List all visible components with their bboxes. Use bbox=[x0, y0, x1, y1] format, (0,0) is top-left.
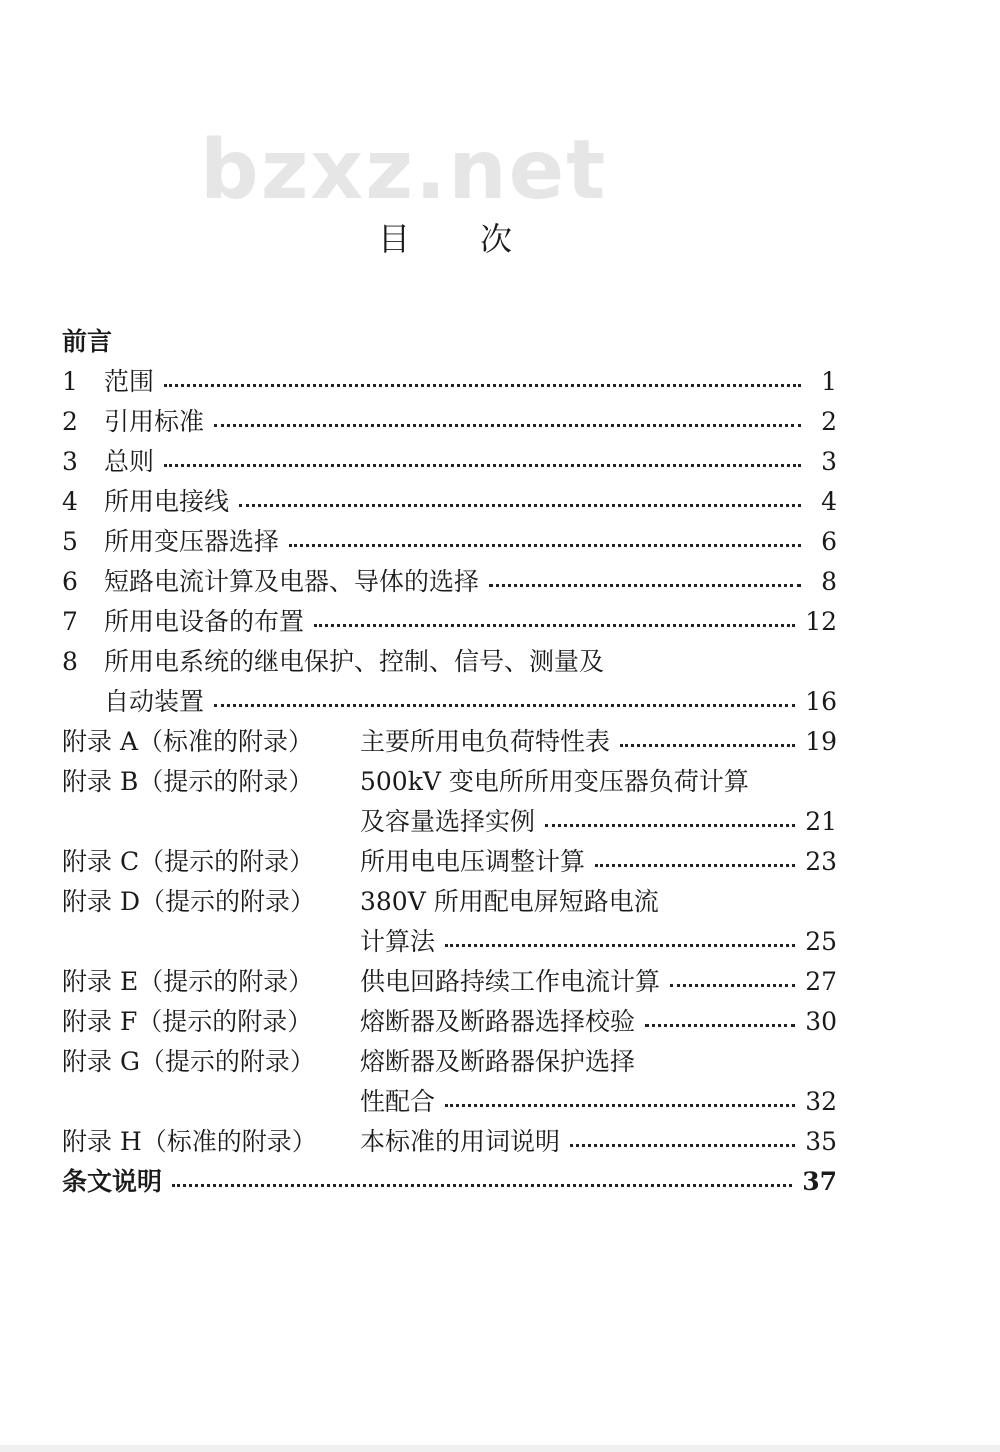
toc-appendix-entry[interactable] bbox=[62, 722, 837, 762]
dot-leader bbox=[289, 544, 801, 547]
dot-leader bbox=[645, 1024, 795, 1027]
toc-entry-label: 前言 bbox=[62, 327, 113, 356]
toc-entry-label: 引用标准 bbox=[104, 407, 205, 436]
page-title: 目次 bbox=[377, 220, 582, 258]
toc-entry-label: 本标准的用词说明 bbox=[360, 1127, 561, 1156]
toc-entry-page: 27 bbox=[805, 967, 837, 996]
toc-appendix-entry[interactable] bbox=[62, 1042, 837, 1082]
toc-entry-continuation[interactable] bbox=[62, 1082, 837, 1122]
toc-entry[interactable] bbox=[62, 442, 837, 482]
toc-entry-page: 37 bbox=[802, 1167, 837, 1196]
dot-leader bbox=[164, 464, 801, 467]
toc-appendix-entry[interactable] bbox=[62, 1122, 837, 1162]
dot-leader bbox=[670, 984, 795, 987]
toc-entry-number: 3 bbox=[62, 447, 78, 476]
toc-entry-label: 计算法 bbox=[360, 927, 436, 956]
toc-entry-label: 范围 bbox=[104, 367, 155, 396]
dot-leader bbox=[314, 624, 795, 627]
toc-entry-page: 8 bbox=[821, 567, 837, 596]
toc-entry[interactable] bbox=[62, 602, 837, 642]
toc-entry-label: 总则 bbox=[104, 447, 155, 476]
dot-leader bbox=[595, 864, 795, 867]
dot-leader bbox=[172, 1184, 792, 1187]
toc-entry-explanation[interactable] bbox=[62, 1162, 837, 1202]
toc-entry-number: 2 bbox=[62, 407, 78, 436]
dot-leader bbox=[545, 824, 795, 827]
toc-entry-label: 380V 所用配电屏短路电流 bbox=[360, 887, 659, 916]
toc-entry[interactable] bbox=[62, 402, 837, 442]
toc-entry-page: 30 bbox=[805, 1007, 837, 1036]
toc-entry-label: 自动装置 bbox=[104, 687, 205, 716]
toc-entry-label: 所用电系统的继电保护、控制、信号、测量及 bbox=[104, 647, 605, 676]
toc-appendix-entry[interactable] bbox=[62, 1002, 837, 1042]
toc-entry-label: 所用电电压调整计算 bbox=[360, 847, 586, 876]
toc-entry-label: 性配合 bbox=[360, 1087, 436, 1116]
toc-entry-page: 23 bbox=[805, 847, 837, 876]
toc-entry-label: 短路电流计算及电器、导体的选择 bbox=[104, 567, 480, 596]
dot-leader bbox=[445, 944, 795, 947]
toc-entry[interactable] bbox=[62, 642, 837, 682]
dot-leader bbox=[620, 744, 795, 747]
toc-entry-number: 6 bbox=[62, 567, 78, 596]
toc-entry[interactable] bbox=[62, 562, 837, 602]
toc-appendix-entry[interactable] bbox=[62, 762, 837, 802]
dot-leader bbox=[489, 584, 801, 587]
toc-entry-page: 25 bbox=[805, 927, 837, 956]
toc-entry-number: 5 bbox=[62, 527, 78, 556]
toc-entry-number: 8 bbox=[62, 647, 78, 676]
toc-entry-number: 4 bbox=[62, 487, 78, 516]
toc-entry-page: 21 bbox=[805, 807, 837, 836]
toc-entry-number: 1 bbox=[62, 367, 78, 396]
toc-entry-label: 所用电设备的布置 bbox=[104, 607, 305, 636]
appendix-label: 附录 B（提示的附录） bbox=[62, 767, 314, 796]
toc-entry-page: 6 bbox=[821, 527, 837, 556]
toc-appendix-entry[interactable] bbox=[62, 882, 837, 922]
appendix-label: 附录 E（提示的附录） bbox=[62, 967, 314, 996]
toc-entry-page: 16 bbox=[805, 687, 837, 716]
toc-entry-page: 32 bbox=[805, 1087, 837, 1116]
appendix-label: 附录 G（提示的附录） bbox=[62, 1047, 315, 1076]
toc-entry-number: 7 bbox=[62, 607, 78, 636]
dot-leader bbox=[570, 1144, 795, 1147]
appendix-label: 附录 C（提示的附录） bbox=[62, 847, 315, 876]
toc-entry-page: 35 bbox=[805, 1127, 837, 1156]
toc-entry-page: 19 bbox=[805, 727, 837, 756]
dot-leader bbox=[214, 424, 801, 427]
toc-entry-label: 熔断器及断路器选择校验 bbox=[360, 1007, 636, 1036]
toc-entry-page: 1 bbox=[821, 367, 837, 396]
appendix-label: 附录 H（标准的附录） bbox=[62, 1127, 317, 1156]
toc-appendix-entry[interactable] bbox=[62, 842, 837, 882]
toc-entry[interactable] bbox=[62, 362, 837, 402]
toc-entry-label: 供电回路持续工作电流计算 bbox=[360, 967, 661, 996]
toc-entry-label: 所用电接线 bbox=[104, 487, 230, 516]
toc-entry-page: 3 bbox=[821, 447, 837, 476]
toc-appendix-entry[interactable] bbox=[62, 962, 837, 1002]
toc-entry-label: 及容量选择实例 bbox=[360, 807, 536, 836]
toc-entry-label: 主要所用电负荷特性表 bbox=[360, 727, 611, 756]
toc-entry-continuation[interactable] bbox=[62, 922, 837, 962]
toc-entry[interactable] bbox=[62, 482, 837, 522]
dot-leader bbox=[164, 384, 801, 387]
toc-entry-continuation[interactable] bbox=[62, 682, 837, 722]
page-bottom-edge bbox=[0, 1445, 1000, 1452]
toc-entry-preface[interactable] bbox=[62, 322, 837, 362]
toc-entry[interactable] bbox=[62, 522, 837, 562]
toc-entry-label: 500kV 变电所所用变压器负荷计算 bbox=[360, 767, 749, 796]
watermark: bzxz.net bbox=[200, 123, 608, 218]
appendix-label: 附录 D（提示的附录） bbox=[62, 887, 315, 916]
appendix-label: 附录 A（标准的附录） bbox=[62, 727, 314, 756]
toc-entry-page: 2 bbox=[821, 407, 837, 436]
dot-leader bbox=[214, 704, 795, 707]
toc-entry-continuation[interactable] bbox=[62, 802, 837, 842]
toc-entry-page: 12 bbox=[805, 607, 837, 636]
toc-entry-page: 4 bbox=[821, 487, 837, 516]
toc-entry-label: 熔断器及断路器保护选择 bbox=[360, 1047, 636, 1076]
toc-entry-label: 条文说明 bbox=[62, 1167, 163, 1196]
toc-entry-label: 所用变压器选择 bbox=[104, 527, 280, 556]
appendix-label: 附录 F（提示的附录） bbox=[62, 1007, 313, 1036]
dot-leader bbox=[239, 504, 801, 507]
dot-leader bbox=[445, 1104, 795, 1107]
